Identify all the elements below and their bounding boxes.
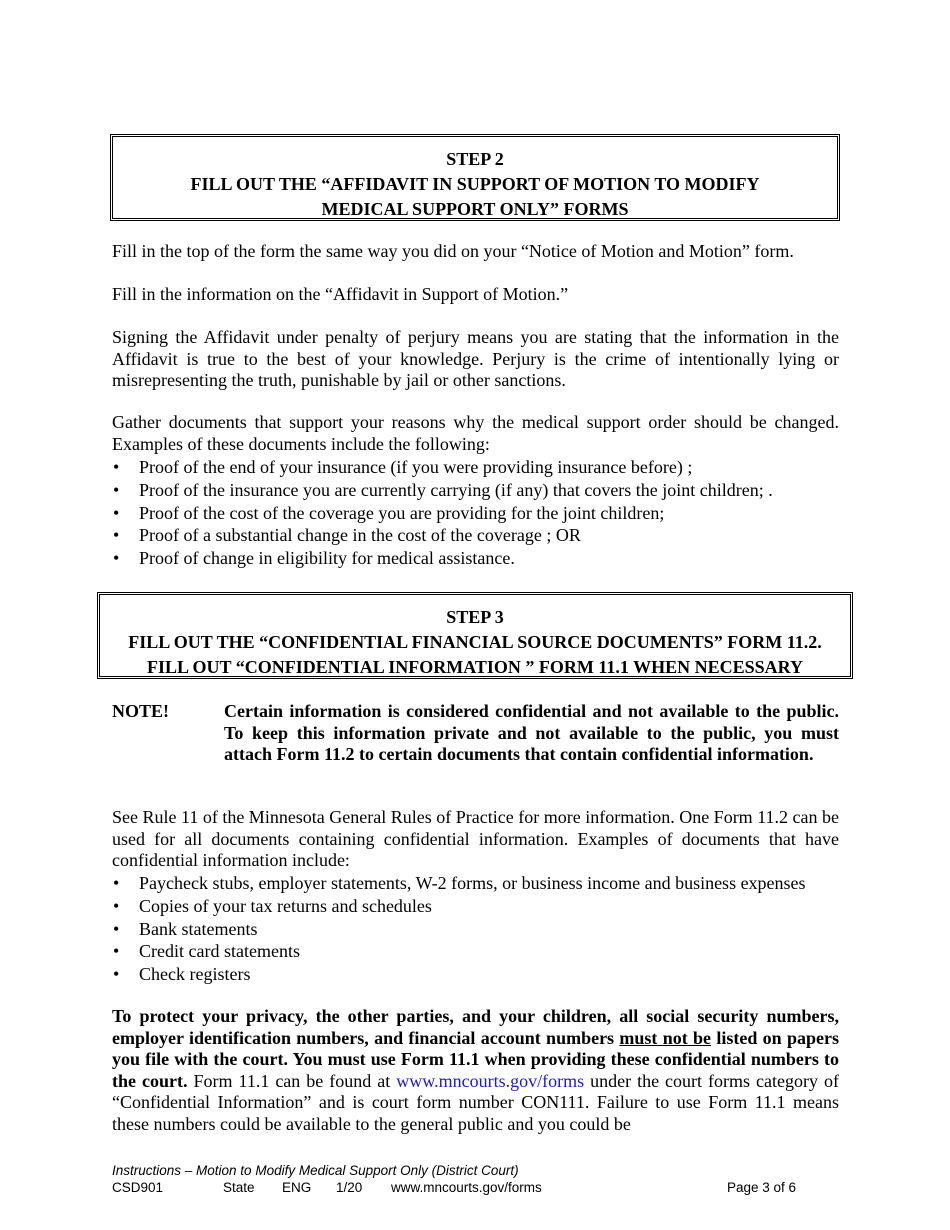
list-item: • Proof of change in eligibility for medical assistance. [112,547,839,570]
step-2-heading: STEP 2 [446,149,504,169]
list-item: • Paycheck stubs, employer statements, W-2 forms, or business income and business expenses [112,872,839,895]
footer-jurisdiction: State [223,1180,255,1195]
list-item: • Copies of your tax returns and schedules [112,895,839,918]
footer-form-code: CSD901 [112,1180,164,1195]
footer-page-number: Page 3 of 6 [727,1180,797,1195]
list-item: • Proof of a substantial change in the cost of the coverage ; OR [112,524,839,547]
footer-title: Instructions – Motion to Modify Medical Support Only (District Court) [112,1163,519,1178]
privacy-normal-text-2: under the court forms category of “Confidential Information” and is court form number CON111. Failure to use Form 11.1 means these numbers could be available to the general public and you could be [112,1070,839,1134]
footer-website: www.mncourts.gov/forms [391,1180,542,1195]
list-item: • Proof of the end of your insurance (if you were providing insurance before) ; [112,456,839,479]
paragraph-gather-documents: Gather documents that support your reasons why the medical support order should be changed. Examples of these documents include the following: [112,412,839,454]
paragraph-top-of-form: Fill in the top of the form the same way you did on your “Notice of Motion and Motion” form. [112,241,794,261]
step-3-title-line-1: FILL OUT THE “CONFIDENTIAL FINANCIAL SOURCE DOCUMENTS” FORM 11.2. [128,632,822,652]
step-3-heading: STEP 3 [446,607,504,627]
privacy-underlined-text: must not be [619,1027,712,1048]
list-item: • Bank statements [112,918,839,941]
mncourts-forms-link[interactable]: www.mncourts.gov/forms [396,1070,585,1091]
step-2-box [110,134,840,221]
step-2-title-line-1: FILL OUT THE “AFFIDAVIT IN SUPPORT OF MOTION TO MODIFY [190,174,760,194]
privacy-bold-text-1: To protect your privacy, the other parties, and your children, all social security numbers, employer identification numbers, and financial account numbers [112,1006,839,1048]
list-item: • Check registers [112,963,839,986]
paragraph-privacy-warning [112,1006,839,1135]
step-3-box [97,592,853,679]
confidential-documents-list [112,872,839,986]
paragraph-perjury: Signing the Affidavit under penalty of perjury means you are stating that the information in the Affidavit is true to the best of your knowledge. Perjury is the crime of intentionally lying or misrepresenting the truth, punishable by jail or other sanctions. [112,327,839,390]
step-3-title-line-2: FILL OUT “CONFIDENTIAL INFORMATION ” FORM 11.1 WHEN NECESSARY [147,657,803,677]
footer-revision: 1/20 [336,1180,363,1195]
list-item: • Proof of the insurance you are currently carrying (if any) that covers the joint children; . [112,479,839,502]
privacy-bold-text-2: listed on papers you file with the court. You must use Form 11.1 when providing these confidential numbers to the court. [112,1027,839,1091]
supporting-documents-list [112,456,839,570]
note-label: NOTE! [112,701,170,721]
paragraph-affidavit-info: Fill in the information on the “Affidavit in Support of Motion.” [112,284,569,304]
list-item: • Credit card statements [112,940,839,963]
paragraph-rule-11: See Rule 11 of the Minnesota General Rules of Practice for more information. One Form 11.2 can be used for all documents containing confidential information. Examples of documents that have confidential information include: [112,807,839,870]
list-item: • Proof of the cost of the coverage you are providing for the joint children; [112,502,839,525]
step-2-title-line-2: MEDICAL SUPPORT ONLY” FORMS [321,199,629,219]
footer-language: ENG [282,1180,312,1195]
privacy-normal-text-1: Form 11.1 can be found at [187,1070,397,1091]
note-text: Certain information is considered confidential and not available to the public. To keep this information private and not available to the public, you must attach Form 11.2 to certain documents that contain confidential information. [224,701,839,764]
